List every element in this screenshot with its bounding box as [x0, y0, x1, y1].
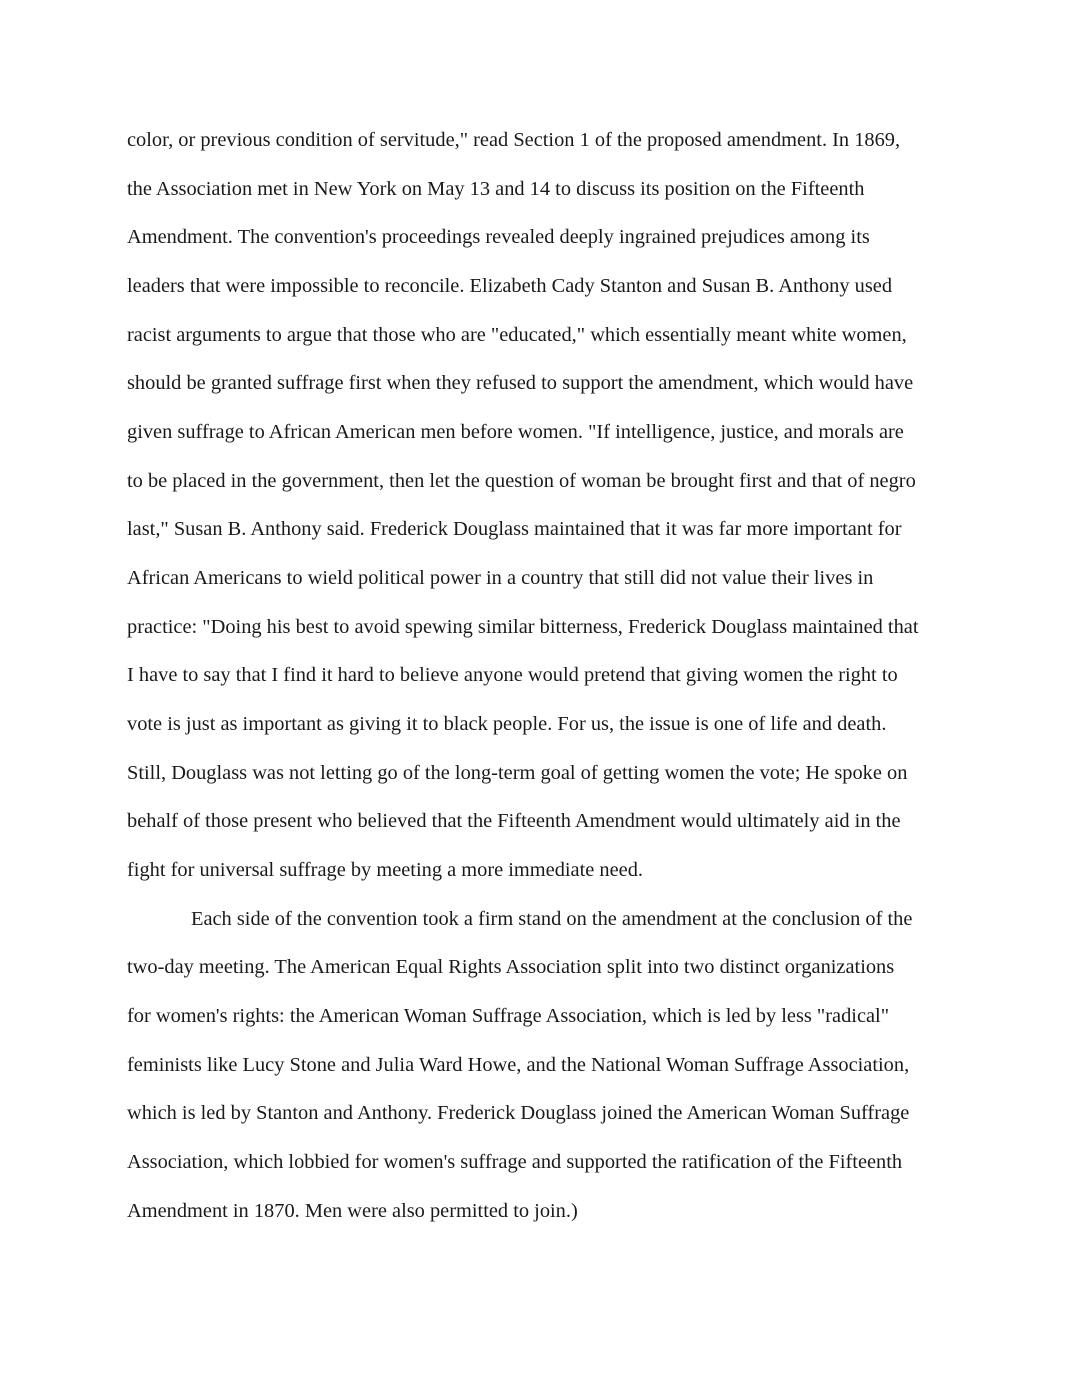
- text-line: feminists like Lucy Stone and Julia Ward Howe, and the National Woman Suffrage Association,: [127, 1054, 910, 1076]
- text-line: Still, Douglass was not letting go of the long-term goal of getting women the vote; He spoke on: [127, 762, 908, 784]
- text-line: I have to say that I find it hard to believe anyone would pretend that giving women the right to: [127, 664, 898, 686]
- text-line: should be granted suffrage first when they refused to support the amendment, which would have: [127, 372, 914, 394]
- text-line: which is led by Stanton and Anthony. Frederick Douglass joined the American Woman Suffrage: [127, 1102, 910, 1124]
- text-line: given suffrage to African American men before women. "If intelligence, justice, and morals are: [127, 421, 904, 443]
- text-line: fight for universal suffrage by meeting a more immediate need.: [127, 859, 644, 881]
- text-line: practice: "Doing his best to avoid spewing similar bitterness, Frederick Douglass maintained that: [127, 616, 919, 638]
- text-line: Each side of the convention took a firm stand on the amendment at the conclusion of the: [191, 908, 913, 930]
- text-line: to be placed in the government, then let the question of woman be brought first and that of negro: [127, 470, 916, 492]
- text-line: Association, which lobbied for women's suffrage and supported the ratification of the Fifteenth: [127, 1151, 903, 1173]
- text-line: behalf of those present who believed that the Fifteenth Amendment would ultimately aid in the: [127, 810, 901, 832]
- text-line: for women's rights: the American Woman Suffrage Association, which is led by less "radical": [127, 1005, 890, 1027]
- text-line: last," Susan B. Anthony said. Frederick Douglass maintained that it was far more important for: [127, 518, 902, 540]
- text-line: color, or previous condition of servitude," read Section 1 of the proposed amendment. In 1869,: [127, 129, 901, 151]
- text-line: African Americans to wield political power in a country that still did not value their lives in: [127, 567, 874, 589]
- text-line: racist arguments to argue that those who are "educated," which essentially meant white women,: [127, 324, 907, 346]
- text-line: two-day meeting. The American Equal Rights Association split into two distinct organizations: [127, 956, 895, 978]
- text-line: vote is just as important as giving it to black people. For us, the issue is one of life and death.: [127, 713, 887, 735]
- text-line: Amendment in 1870. Men were also permitted to join.): [127, 1200, 578, 1222]
- text-line: leaders that were impossible to reconcile. Elizabeth Cady Stanton and Susan B. Anthony used: [127, 275, 893, 297]
- text-line: the Association met in New York on May 13 and 14 to discuss its position on the Fifteenth: [127, 178, 865, 200]
- text-line: Amendment. The convention's proceedings revealed deeply ingrained prejudices among its: [127, 226, 870, 248]
